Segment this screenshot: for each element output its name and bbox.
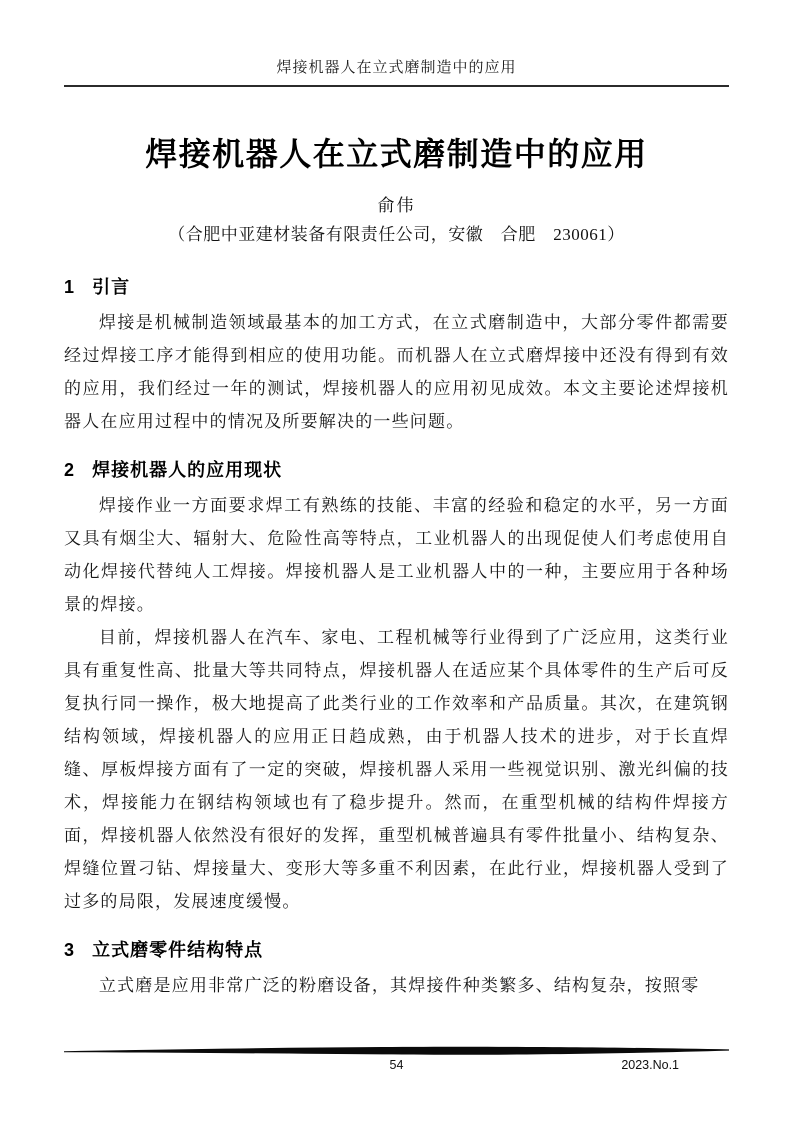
- section-title: 焊接机器人的应用现状: [92, 460, 283, 480]
- article-author: 俞伟: [377, 196, 416, 215]
- article-title: 焊接机器人在立式磨制造中的应用: [145, 136, 648, 172]
- running-header: [64, 0, 729, 77]
- article-affiliation: （合肥中亚建材装备有限责任公司，安徽 合肥 230061）: [168, 225, 625, 244]
- page-content: [64, 0, 729, 1002]
- paragraph: 焊接是机械制造领域最基本的加工方式，在立式磨制造中，大部分零件都需要经过焊接工序才能得到相应的使用功能。而机器人在立式磨焊接中还没有得到有效的应用，我们经过一年的测试，焊接机器人的应用初见成效。本文主要论述焊接机器人在应用过程中的情况及所要解决的一些问题。: [64, 313, 729, 431]
- section-title: 立式磨零件结构特点: [92, 940, 264, 960]
- section-number: 1: [64, 277, 76, 297]
- footer-text-row: [64, 1058, 729, 1076]
- issue-label: 2023.No.1: [621, 1058, 679, 1072]
- section-title: 引言: [92, 277, 131, 297]
- section-heading-3: [64, 934, 729, 967]
- paragraph: 立式磨是应用非常广泛的粉磨设备，其焊接件种类繁多、结构复杂，按照零: [98, 976, 700, 995]
- section-heading-2: [64, 454, 729, 487]
- page-footer: [64, 1046, 729, 1076]
- section-number: 2: [64, 460, 76, 480]
- page-number: 54: [389, 1058, 404, 1072]
- footer-rule: [64, 1046, 729, 1056]
- paragraph: 焊接作业一方面要求焊工有熟练的技能、丰富的经验和稳定的水平，另一方面又具有烟尘大、辐射大、危险性高等特点，工业机器人的出现促使人们考虑使用自动化焊接代替纯人工焊接。焊接机器人是工业机器人中的一种，主要应用于各种场景的焊接。: [64, 496, 729, 614]
- section-number: 3: [64, 940, 76, 960]
- paragraph: 目前，焊接机器人在汽车、家电、工程机械等行业得到了广泛应用，这类行业具有重复性高、批量大等共同特点，焊接机器人在适应某个具体零件的生产后可反复执行同一操作，极大地提高了此类行业的工作效率和产品质量。其次，在建筑钢结构领域，焊接机器人的应用正日趋成熟，由于机器人技术的进步，对于长直焊缝、厚板焊接方面有了一定的突破，焊接机器人采用一些视觉识别、激光纠偏的技术，焊接能力在钢结构领域也有了稳步提升。然而，在重型机械的结构件焊接方面，焊接机器人依然没有很好的发挥，重型机械普遍具有零件批量小、结构复杂、焊缝位置刁钻、焊接量大、变形大等多重不利因素，在此行业，焊接机器人受到了过多的局限，发展速度缓慢。: [64, 628, 729, 911]
- section-heading-1: [64, 271, 729, 304]
- running-header-title: 焊接机器人在立式磨制造中的应用: [276, 60, 517, 76]
- header-rule: [64, 85, 729, 87]
